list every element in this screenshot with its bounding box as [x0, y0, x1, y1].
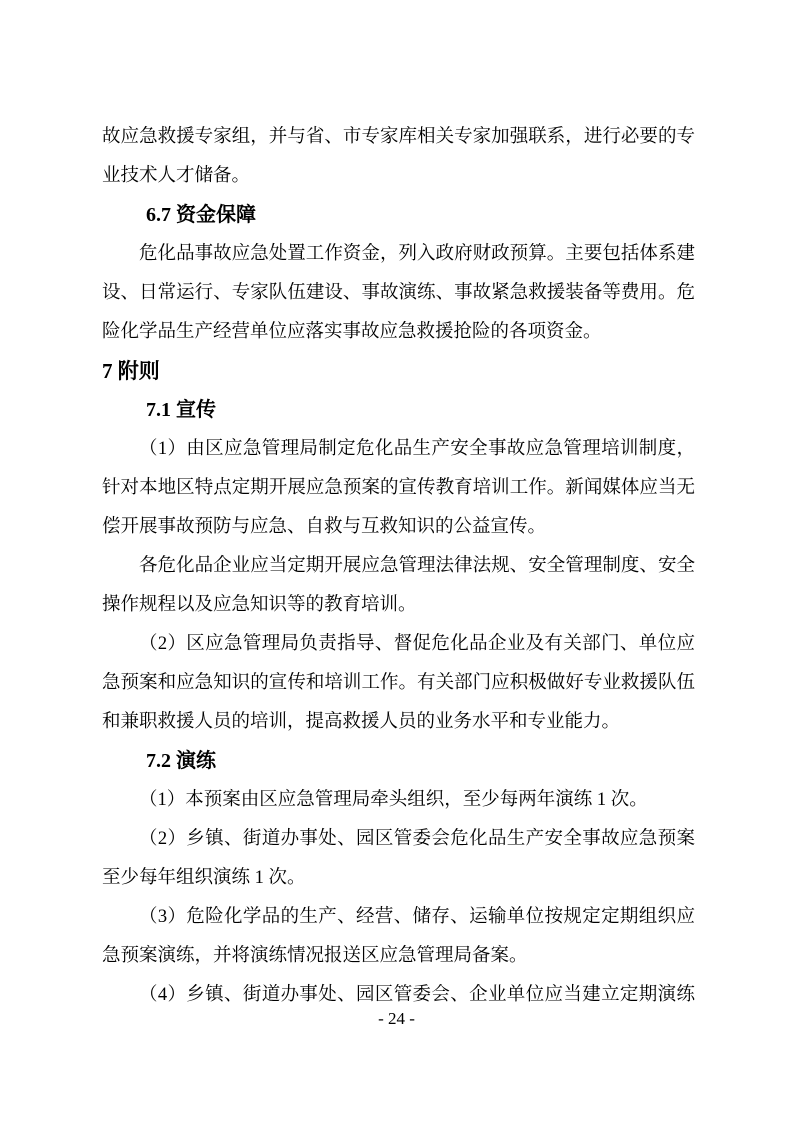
- text-line: 针对本地区特点定期开展应急预案的宣传教育培训工作。新闻媒体应当无: [102, 478, 695, 498]
- text-line: （3）危险化学品的生产、经营、储存、运输单位按规定定期组织应: [139, 907, 695, 927]
- text-line: （1）本预案由区应急管理局牵头组织，至少每两年演练 1 次。: [139, 790, 648, 810]
- section-heading: 7 附则: [102, 359, 160, 383]
- text-line: （1）由区应急管理局制定危化品生产安全事故应急管理培训制度，: [139, 439, 695, 459]
- text-line: 急预案和应急知识的宣传和培训工作。有关部门应积极做好专业救援队伍: [102, 673, 695, 693]
- text-line: 偿开展事故预防与应急、自救与互救知识的公益宣传。: [102, 517, 547, 537]
- text-line: 各危化品企业应当定期开展应急管理法律法规、安全管理制度、安全: [139, 556, 695, 576]
- section-heading: 6.7 资金保障: [146, 204, 256, 226]
- document-body: [102, 118, 695, 1015]
- text-line: 故应急救援专家组，并与省、市专家库相关专家加强联系，进行必要的专: [102, 127, 695, 147]
- text-line: （2）区应急管理局负责指导、督促危化品企业及有关部门、单位应: [139, 634, 695, 654]
- text-line: 危化品事故应急处置工作资金，列入政府财政预算。主要包括体系建: [139, 244, 695, 264]
- page-number: - 24 -: [378, 1009, 415, 1028]
- text-line: （4）乡镇、街道办事处、园区管委会、企业单位应当建立定期演练: [139, 985, 695, 1005]
- text-line: （2）乡镇、街道办事处、园区管委会危化品生产安全事故应急预案: [139, 829, 695, 849]
- text-line: 至少每年组织演练 1 次。: [102, 868, 306, 888]
- text-line: 险化学品生产经营单位应落实事故应急救援抢险的各项资金。: [102, 322, 602, 342]
- text-line: 业技术人才储备。: [102, 166, 251, 186]
- text-line: 设、日常运行、专家队伍建设、事故演练、事故紧急救援装备等费用。危: [102, 283, 695, 303]
- section-heading: 7.2 演练: [146, 750, 216, 772]
- section-heading: 7.1 宣传: [146, 399, 216, 421]
- text-line: 急预案演练，并将演练情况报送区应急管理局备案。: [102, 946, 528, 966]
- text-line: 操作规程以及应急知识等的教育培训。: [102, 595, 417, 615]
- text-line: 和兼职救援人员的培训，提高救援人员的业务水平和专业能力。: [102, 712, 621, 732]
